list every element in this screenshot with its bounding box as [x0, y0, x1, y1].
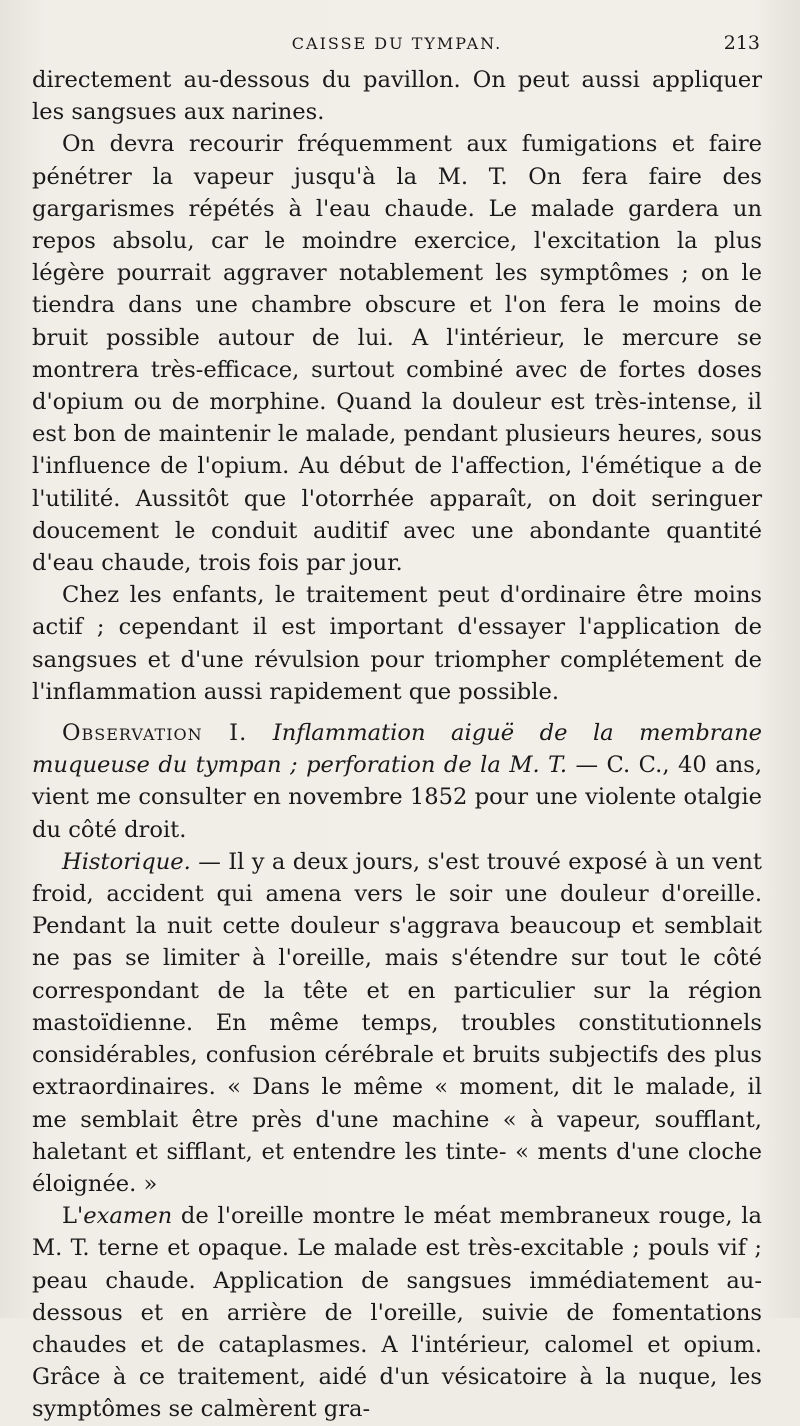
exam-label: examen	[83, 1203, 173, 1230]
running-header	[32, 30, 762, 64]
exam-text: de l'oreille montre le méat membraneux rouge, la M. T. terne et opaque. Le malade est très-excitable ; pouls vif ; peau chaude. Application de sangsues immédiatement au-dessous et en arrière de l'oreille, suivie de fomentations chaudes et de cataplasmes. A l'intérieur, calomel et opium. Grâce à ce traitement, aidé d'un vésicatoire à la nuque, les symptômes se calmèrent gra-	[32, 1203, 762, 1423]
observation-label: Observation I.	[62, 720, 248, 747]
paragraph-exam	[32, 1200, 762, 1425]
history-label: Historique.	[62, 848, 191, 875]
paragraph-history	[32, 846, 762, 1200]
history-text: — Il y a deux jours, s'est trouvé exposé à un vent froid, accident qui amena vers le soir une douleur d'oreille. Pendant la nuit cette douleur s'aggrava beaucoup et semblait ne pas se limiter à l'oreille, mais s'étendre sur tout le côté correspondant de la tête et en particulier sur la région mastoïdienne. En même temps, troubles constitutionnels considérables, confusion cérébrale et bruits subjectifs des plus extraordinaires. « Dans le même « moment, dit le malade, il me semblait être près d'une machine « à vapeur, soufflant, haletant et sifflant, et entendre les tinte- « ments d'une cloche éloignée. »	[32, 848, 762, 1197]
observation-title: Inflammation aiguë de la membrane muqueuse du tympan ; perforation de la M. T.	[32, 720, 763, 779]
paragraph-children: Chez les enfants, le traitement peut d'ordinaire être moins actif ; cependant il est important d'essayer l'application de sangsues et d'une révulsion pour triompher complétement de l'inflammation aussi rapidement que possible.	[32, 582, 762, 705]
paragraph-treatment: On devra recourir fréquemment aux fumigations et faire pénétrer la vapeur jusqu'à la M. T. On fera faire des gargarismes répétés à l'eau chaude. Le malade gardera un repos absolu, car le moindre exercice, l'excitation la plus légère pourrait aggraver notablement les symptômes ; on le tiendra dans une chambre obscure et l'on fera le moins de bruit possible autour de lui. A l'intérieur, le mercure se montrera très-efficace, surtout combiné avec de fortes doses d'opium ou de morphine. Quand la douleur est très-intense, il est bon de maintenir le malade, pendant plusieurs heures, sous l'influence de l'opium. Au début de l'affection, l'émétique a de l'utilité. Aussitôt que l'otorrhée apparaît, on doit seringuer doucement le conduit auditif avec une abondante quantité d'eau chaude, trois fois par jour.	[32, 131, 762, 577]
exam-prefix: L'	[62, 1203, 84, 1230]
paragraph-continued: directement au-dessous du pavillon. On peut aussi appliquer les sangsues aux narines.	[32, 67, 762, 126]
page-number: 213	[723, 32, 760, 54]
running-title: CAISSE DU TYMPAN.	[291, 34, 503, 53]
body-text	[32, 64, 762, 1426]
paragraph-observation	[32, 717, 762, 846]
observation-text: — C. C., 40 ans, vient me consulter en novembre 1852 pour une violente otalgie du côté droit.	[32, 752, 762, 843]
